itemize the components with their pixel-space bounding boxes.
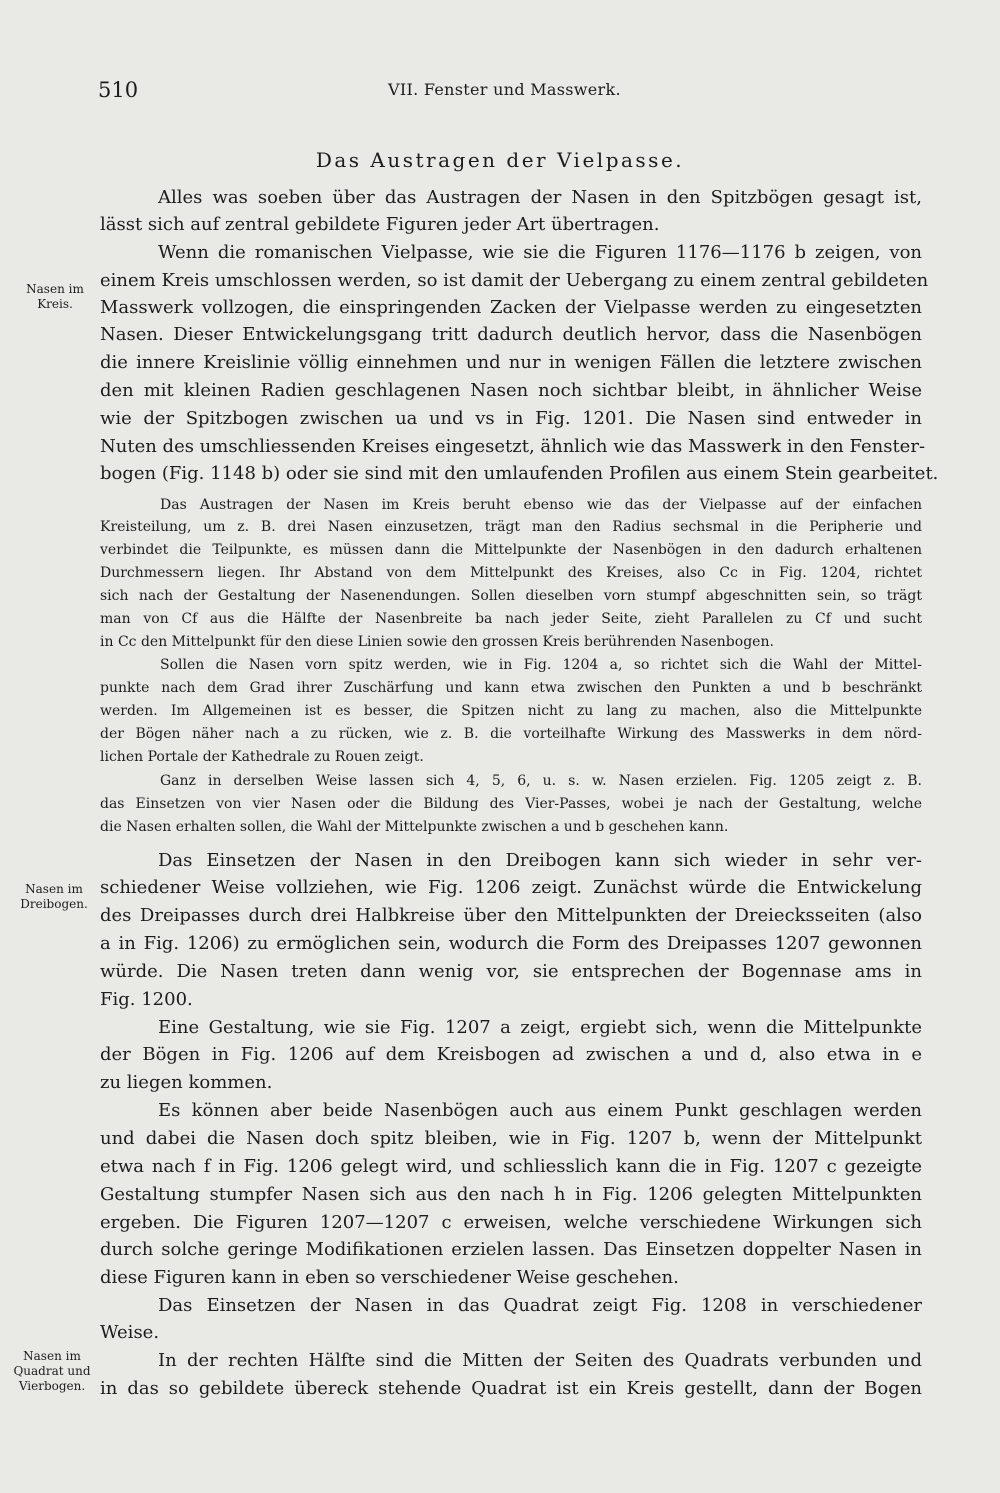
text-line: Das Einsetzen der Nasen in den Dreibogen kann sich wieder in sehr ver- — [158, 850, 922, 871]
text-line: des Dreipasses durch drei Halbkreise über den Mittelpunkten der Dreiecksseiten (also — [100, 905, 922, 926]
text-line: Nuten des umschliessenden Kreises eingesetzt, ähnlich wie das Masswerk in den Fenster- — [100, 436, 926, 457]
text-line: Wenn die romanischen Vielpasse, wie sie die Figuren 1176—1176 b zeigen, von — [158, 242, 922, 263]
text-line: und dabei die Nasen doch spitz bleiben, wie in Fig. 1207 b, wenn der Mittelpunkt — [100, 1128, 922, 1149]
text-line: Masswerk vollzogen, die einspringenden Zacken der Vielpasse werden zu eingesetzten — [100, 297, 922, 318]
small-text-line: lichen Portale der Kathedrale zu Rouen zeigt. — [100, 749, 424, 765]
text-line: Gestaltung stumpfer Nasen sich aus den nach h in Fig. 1206 gelegten Mittelpunkten — [100, 1184, 922, 1205]
text-line: durch solche geringe Modifikationen erzielen lassen. Das Einsetzen doppelter Nasen in — [100, 1239, 922, 1260]
margin-note-kreis: Nasen im Kreis. — [26, 282, 84, 311]
text-line: der Bögen in Fig. 1206 auf dem Kreisbogen ad zwischen a und d, also etwa in e — [100, 1044, 922, 1065]
small-text-line: in Cc den Mittelpunkt für den diese Linien sowie den grossen Kreis berührenden Nasenbogen. — [100, 634, 774, 650]
small-text-line: Das Austragen der Nasen im Kreis beruht ebenso wie das der Vielpasse auf der einfachen — [160, 497, 922, 513]
text-line: in das so gebildete übereck stehende Quadrat ist ein Kreis gestellt, dann der Bogen — [100, 1378, 922, 1399]
running-title: VII. Fenster und Masswerk. — [388, 80, 621, 99]
text-line: In der rechten Hälfte sind die Mitten der Seiten des Quadrats verbunden und — [158, 1350, 922, 1371]
text-line: Alles was soeben über das Austragen der Nasen in den Spitzbögen gesagt ist, — [158, 187, 922, 208]
text-line: zu liegen kommen. — [100, 1072, 273, 1093]
text-line: Es können aber beide Nasenbögen auch aus einem Punkt geschlagen werden — [158, 1100, 922, 1121]
text-line: ergeben. Die Figuren 1207—1207 c erweisen, welche verschiedene Wirkungen sich — [100, 1212, 922, 1233]
margin-note-dreibogen: Nasen im Dreibogen. — [20, 882, 88, 911]
small-text-line: man von Cf aus die Hälfte der Nasenbreite ba nach jeder Seite, zieht Parallelen zu Cf und sucht — [100, 611, 922, 627]
small-text-line: sich nach der Gestaltung der Nasenendungen. Sollen dieselben vorn stumpf abgeschnitten sein, so trägt — [100, 588, 922, 604]
text-line: lässt sich auf zentral gebildete Figuren jeder Art übertragen. — [100, 214, 660, 235]
small-text-line: Ganz in derselben Weise lassen sich 4, 5, 6, u. s. w. Nasen erzielen. Fig. 1205 zeigt z. B. — [160, 773, 922, 789]
small-text-line: verbindet die Teilpunkte, es müssen dann die Mittelpunkte der Nasenbögen in den dadurch erhaltenen — [100, 542, 922, 558]
text-line: diese Figuren kann in eben so verschiedener Weise geschehen. — [100, 1267, 679, 1288]
small-text-line: Sollen die Nasen vorn spitz werden, wie in Fig. 1204 a, so richtet sich die Wahl der Mittel- — [160, 657, 922, 673]
text-line: etwa nach f in Fig. 1206 gelegt wird, und schliesslich kann die in Fig. 1207 c gezeigte — [100, 1156, 922, 1177]
text-line: würde. Die Nasen treten dann wenig vor, sie entsprechen der Bogennase ams in — [100, 961, 922, 982]
small-text-line: die Nasen erhalten sollen, die Wahl der Mittelpunkte zwischen a und b geschehen kann. — [100, 819, 729, 835]
text-line: wie der Spitzbogen zwischen ua und vs in Fig. 1201. Die Nasen sind entweder in — [100, 408, 922, 429]
text-line: Fig. 1200. — [100, 989, 193, 1010]
text-line: a in Fig. 1206) zu ermöglichen sein, wodurch die Form des Dreipasses 1207 gewonnen — [100, 933, 922, 954]
small-text-line: werden. Im Allgemeinen ist es besser, die Spitzen nicht zu lang zu machen, also die Mittelpunkte — [100, 703, 922, 719]
text-line: einem Kreis umschlossen werden, so ist damit der Uebergang zu einem zentral gebildeten — [100, 270, 929, 291]
text-line: Nasen. Dieser Entwickelungsgang tritt dadurch deutlich hervor, dass die Nasenbögen — [100, 324, 922, 345]
text-line: Weise. — [100, 1322, 160, 1343]
small-text-line: Durchmessern liegen. Ihr Abstand von dem Mittelpunkt des Kreises, also Cc in Fig. 1204, richtet — [100, 565, 922, 581]
text-line: den mit kleinen Radien geschlagenen Nasen noch sichtbar bleibt, in ähnlicher Weise — [100, 380, 922, 401]
small-text-line: der Bögen näher nach a zu rücken, wie z. B. die vorteilhafte Wirkung des Masswerks in dem nörd- — [100, 726, 922, 742]
text-line: die innere Kreislinie völlig einnehmen und nur in wenigen Fällen die letztere zwischen — [100, 352, 922, 373]
text-line: bogen (Fig. 1148 b) oder sie sind mit den umlaufenden Profilen aus einem Stein gearbeitet. — [100, 463, 939, 484]
page-number: 510 — [98, 78, 139, 102]
text-line: schiedener Weise vollziehen, wie Fig. 1206 zeigt. Zunächst würde die Entwickelung — [100, 877, 922, 898]
margin-note-quadrat: Nasen im Quadrat und Vierbogen. — [13, 1349, 91, 1393]
small-text-line: das Einsetzen von vier Nasen oder die Bildung des Vier-Passes, wobei je nach der Gestaltung, welche — [100, 796, 922, 812]
text-line: Das Einsetzen der Nasen in das Quadrat zeigt Fig. 1208 in verschiedener — [158, 1295, 922, 1316]
section-title: Das Austragen der Vielpasse. — [315, 148, 685, 172]
small-text-line: punkte nach dem Grad ihrer Zuschärfung und kann etwa zwischen den Punkten a und b beschränkt — [100, 680, 922, 696]
text-line: Eine Gestaltung, wie sie Fig. 1207 a zeigt, ergiebt sich, wenn die Mittelpunkte — [158, 1017, 922, 1038]
small-text-line: Kreisteilung, um z. B. drei Nasen einzusetzen, trägt man den Radius sechsmal in die Peripherie und — [100, 519, 922, 535]
